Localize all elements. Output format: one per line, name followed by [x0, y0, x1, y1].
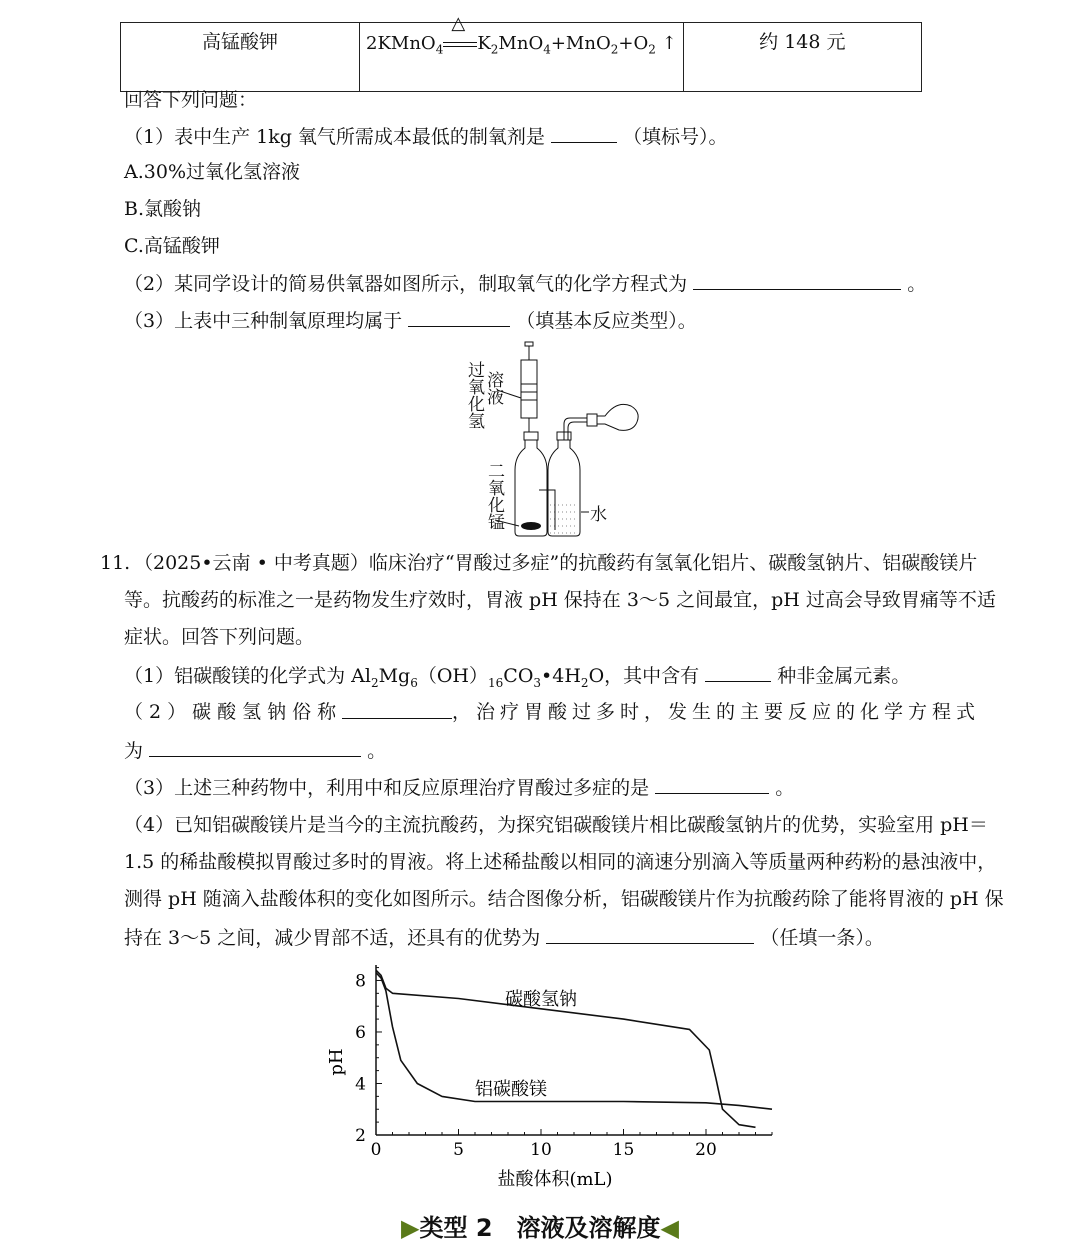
section-heading-text: 类型 2 溶液及溶解度 [419, 1214, 661, 1242]
q10-part2: （2）某同学设计的简易供氧器如图所示，制取氧气的化学方程式为 。 [124, 273, 927, 295]
answer-blank[interactable] [655, 775, 769, 794]
ph-chart [320, 955, 790, 1195]
label-h2o2-solution: 溶液 [483, 371, 503, 405]
option-c: C.高锰酸钾 [124, 235, 220, 257]
series-label-almg: 铝碳酸镁 [475, 1079, 547, 1100]
option-b: B.氯酸钠 [124, 198, 202, 220]
q11-part4-line3: 测得 pH 随滴入盐酸体积的变化如图所示。结合图像分析，铝碳酸镁片作为抗酸药除了能将胃液的 pH 保 [124, 888, 1004, 910]
answer-blank[interactable] [693, 271, 901, 290]
x-tick-label: 10 [530, 1140, 552, 1160]
q10-intro: 回答下列问题： [124, 89, 258, 111]
table-row [121, 23, 922, 92]
answer-blank[interactable] [551, 124, 617, 143]
series-label-nahco3: 碳酸氢钠 [505, 989, 577, 1010]
left-arrow-icon: ▶ [401, 1214, 420, 1242]
y-axis-label: pH [326, 1048, 347, 1076]
reaction-equation: 2KMnO$_4$ △ $K_2MnO_4+MnO_2+O_2$ ↑ [366, 13, 677, 57]
equation-cell [360, 13, 684, 92]
x-axis-label: 盐酸体积(mL) [497, 1169, 613, 1190]
label-water: 水 [590, 505, 607, 525]
q11-part3: （3）上述三种药物中，利用中和反应原理治疗胃酸过多症的是 。 [124, 777, 795, 799]
right-arrow-icon: ◀ [660, 1214, 679, 1242]
x-tick-label: 0 [370, 1140, 382, 1160]
x-tick-label: 20 [695, 1140, 717, 1160]
q11-part4-line4: 持在 3～5 之间，减少胃部不适，还具有的优势为 （任填一条）。 [124, 927, 884, 949]
q11-stem-line1: （2025•云南 • 中考真题）临床治疗“胃酸过多症”的抗酸药有氢氧化铝片、碳酸氢钠片、铝碳酸镁片 [134, 552, 978, 574]
y-tick-label: 2 [355, 1126, 366, 1146]
q10-part1: （1）表中生产 1kg 氧气所需成本最低的制氧剂是 （填标号）。 [124, 126, 728, 148]
q11-stem-line2: 等。抗酸药的标准之一是药物发生疗效时，胃液 pH 保持在 3～5 之间最宜，pH 过高会导致胃痛等不适 [124, 589, 996, 611]
section-heading [0, 1208, 1080, 1243]
y-tick-label: 6 [355, 1022, 366, 1043]
y-tick-label: 8 [355, 971, 366, 992]
cost-cell [683, 23, 921, 92]
q11-number: 11. [100, 552, 131, 574]
x-tick-label: 5 [453, 1140, 464, 1160]
q10-part3: （3）上表中三种制氧原理均属于 （填基本反应类型）。 [124, 310, 697, 332]
q11-part4-line1: （4）已知铝碳酸镁片是当今的主流抗酸药，为探究铝碳酸镁片相比碳酸氢钠片的优势，实验室用 pH＝ [124, 814, 988, 836]
label-mno2: 二氧化锰 [484, 462, 504, 530]
q11-stem-line3: 症状。回答下列问题。 [124, 626, 315, 648]
answer-blank[interactable] [408, 308, 510, 327]
label-h2o2: 过氧化氢 [464, 361, 484, 429]
answer-blank[interactable] [705, 663, 771, 682]
mno2-pellet [521, 522, 541, 530]
agent-name: 高锰酸钾 [201, 31, 278, 53]
q11-part1: （1）铝碳酸镁的化学式为 $Al_2Mg_6(OH)_{16}CO_3•4H_2O$，其中含有 种非金属元素。 [124, 665, 911, 690]
answer-blank[interactable] [149, 738, 361, 757]
oxygen-agent-table [120, 13, 922, 92]
q11-part4-line2: 1.5 的稀盐酸模拟胃酸过多时的胃液。将上述稀盐酸以相同的滴速分别滴入等质量两种药粉的悬浊液中， [124, 851, 997, 873]
answer-blank[interactable] [546, 925, 754, 944]
q11-part2: （2）碳酸氢钠俗称 ，治疗胃酸过多时，发生的主要反应的化学方程式 [124, 701, 980, 723]
q11-part2-cont: 为 。 [124, 740, 387, 762]
x-tick-label: 15 [612, 1140, 635, 1160]
cost-value: 约 148 元 [759, 31, 846, 53]
answer-blank[interactable] [342, 700, 452, 719]
agent-cell [121, 23, 360, 92]
y-tick-label: 4 [355, 1074, 366, 1095]
option-a: A.30%过氧化氢溶液 [124, 161, 300, 183]
